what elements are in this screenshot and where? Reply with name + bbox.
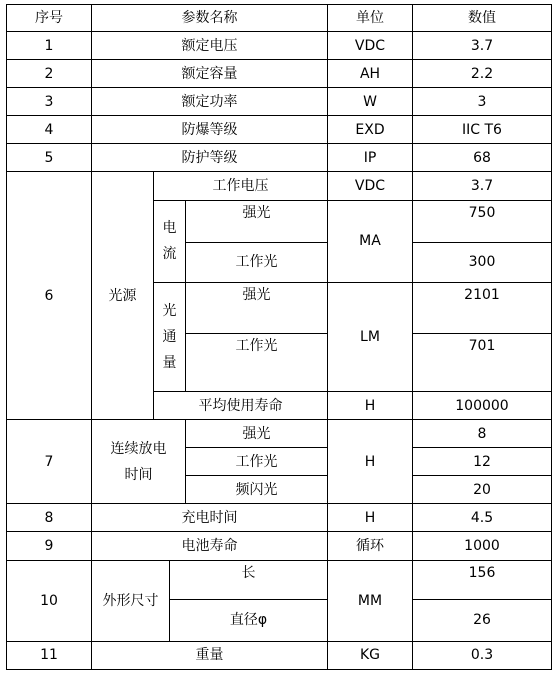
header-row <box>7 5 552 32</box>
row-unit: VDC <box>328 172 413 200</box>
row-unit: H <box>328 420 413 504</box>
row-value: 750 <box>413 200 552 242</box>
row-unit: MM <box>328 560 413 641</box>
row-value: 12 <box>413 448 552 476</box>
row-unit: 循环 <box>328 532 413 560</box>
table-row <box>7 88 552 116</box>
row-no: 10 <box>7 560 92 641</box>
table-row <box>7 144 552 172</box>
group-label-discharge-time <box>92 420 186 504</box>
row-unit: IP <box>328 144 413 172</box>
row-unit: LM <box>328 282 413 391</box>
table-row <box>7 32 552 60</box>
row-name: 额定容量 <box>92 60 328 88</box>
row-name: 强光 <box>186 200 328 242</box>
row-no: 1 <box>7 32 92 60</box>
row-name: 工作电压 <box>154 172 328 200</box>
spec-table <box>6 4 552 670</box>
group-label-dimensions <box>92 560 170 641</box>
header-value: 数值 <box>413 5 552 32</box>
table-row <box>7 532 552 560</box>
row-value: 2.2 <box>413 60 552 88</box>
row-name: 频闪光 <box>186 476 328 504</box>
row-name: 平均使用寿命 <box>154 392 328 420</box>
row-unit: H <box>328 504 413 532</box>
row-name: 额定电压 <box>92 32 328 60</box>
row-name: 工作光 <box>186 448 328 476</box>
row-value: 3 <box>413 88 552 116</box>
row-no: 3 <box>7 88 92 116</box>
group-label-discharge-time-text: 连续放电时间 <box>110 440 167 483</box>
row-unit: W <box>328 88 413 116</box>
table-row <box>7 172 552 200</box>
row-value: 0.3 <box>413 641 552 669</box>
table-row <box>7 116 552 144</box>
row-no: 5 <box>7 144 92 172</box>
row-no: 7 <box>7 420 92 504</box>
row-name: 防爆等级 <box>92 116 328 144</box>
table-row <box>7 504 552 532</box>
row-no: 11 <box>7 641 92 669</box>
header-unit: 单位 <box>328 5 413 32</box>
row-name: 强光 <box>186 420 328 448</box>
header-no: 序号 <box>7 5 92 32</box>
subgroup-label-flux <box>154 282 186 391</box>
row-no: 8 <box>7 504 92 532</box>
table-row <box>7 560 552 599</box>
row-value: 701 <box>413 333 552 391</box>
row-name: 强光 <box>186 282 328 333</box>
row-no: 4 <box>7 116 92 144</box>
row-no: 6 <box>7 172 92 420</box>
row-name: 直径φ <box>170 599 328 641</box>
table-row <box>7 420 552 448</box>
row-value: 100000 <box>413 392 552 420</box>
subgroup-label-current-text: 电流 <box>162 220 177 263</box>
row-unit: H <box>328 392 413 420</box>
row-name: 长 <box>170 560 328 599</box>
row-value: 3.7 <box>413 172 552 200</box>
row-name: 电池寿命 <box>92 532 328 560</box>
row-name: 重量 <box>92 641 328 669</box>
row-name: 额定功率 <box>92 88 328 116</box>
row-unit: MA <box>328 200 413 282</box>
row-value: 8 <box>413 420 552 448</box>
group-label-dimensions-text: 外形尺寸 <box>102 592 159 609</box>
row-name: 工作光 <box>186 242 328 282</box>
header-name: 参数名称 <box>92 5 328 32</box>
row-value: 4.5 <box>413 504 552 532</box>
group-label-light-source: 光源 <box>92 172 154 420</box>
table-row <box>7 60 552 88</box>
row-value: 3.7 <box>413 32 552 60</box>
row-value: 156 <box>413 560 552 599</box>
row-value: 300 <box>413 242 552 282</box>
row-unit: AH <box>328 60 413 88</box>
subgroup-label-current <box>154 200 186 282</box>
row-name: 充电时间 <box>92 504 328 532</box>
row-name: 工作光 <box>186 333 328 391</box>
row-value: 1000 <box>413 532 552 560</box>
subgroup-label-flux-text: 光通量 <box>162 302 177 371</box>
row-value: 26 <box>413 599 552 641</box>
row-value: 2101 <box>413 282 552 333</box>
row-no: 9 <box>7 532 92 560</box>
row-unit: VDC <box>328 32 413 60</box>
row-value: 20 <box>413 476 552 504</box>
row-name: 防护等级 <box>92 144 328 172</box>
row-value: IIC T6 <box>413 116 552 144</box>
row-unit: KG <box>328 641 413 669</box>
table-row <box>7 641 552 669</box>
row-unit: EXD <box>328 116 413 144</box>
row-value: 68 <box>413 144 552 172</box>
row-no: 2 <box>7 60 92 88</box>
